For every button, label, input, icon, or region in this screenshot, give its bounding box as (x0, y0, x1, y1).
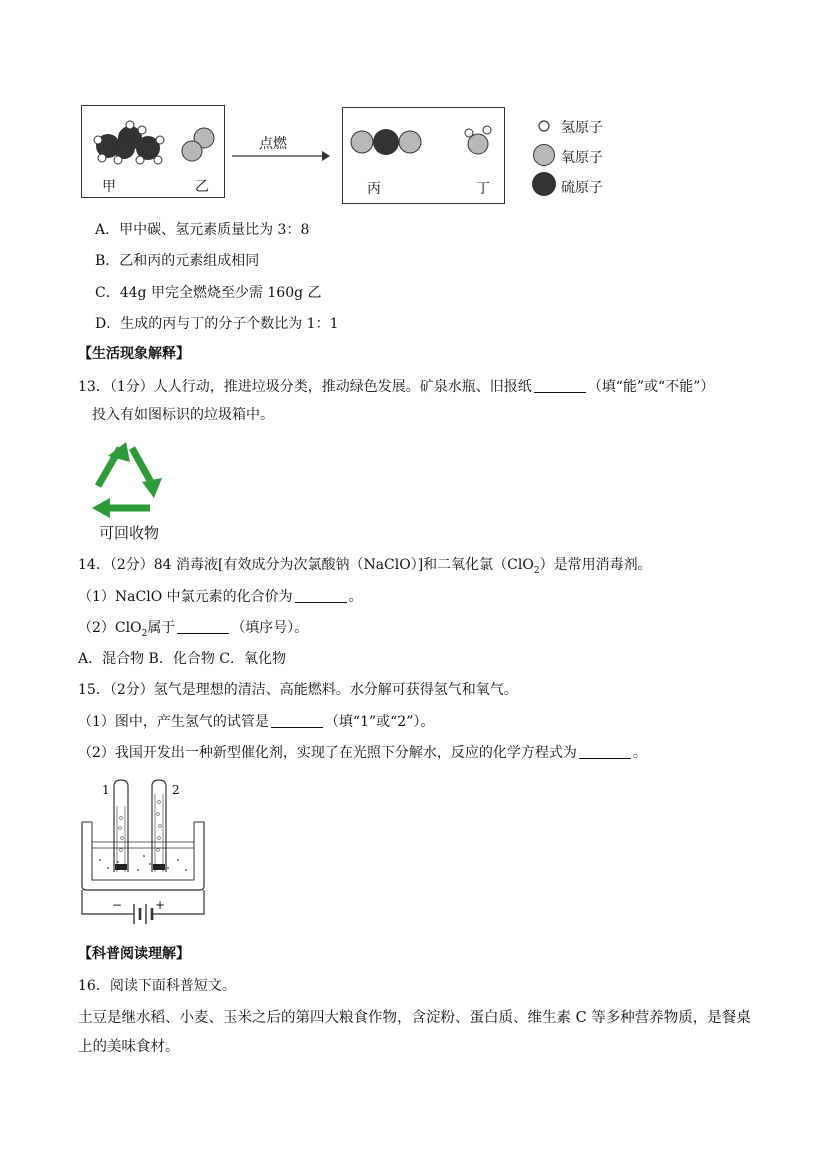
recycle-label: 可回收物 (99, 524, 160, 542)
legend-oxygen-label: 氧原子 (561, 150, 603, 166)
product-label-ding: 丁 (476, 181, 490, 197)
q13-line-2: 投入有如图标识的垃圾箱中。 (92, 407, 274, 423)
q15-part-2: （2）我国开发出一种新型催化剂，实现了在光照下分解水，反应的化学方程式为 。 (78, 745, 647, 761)
section-heading-life: 【生活现象解释】 (78, 346, 190, 362)
q12-option-c: C．44g 甲完全燃烧至少需 160g 乙 (95, 285, 322, 301)
q16-paragraph-line-1: 土豆是继水稻、小麦、玉米之后的第四大粮食作物，含淀粉、蛋白质、维生素 C 等多种营养物质，是餐桌 (78, 1010, 751, 1026)
section-heading-science: 【科普阅读理解】 (78, 946, 190, 962)
reactant-label-yi: 乙 (195, 179, 209, 195)
q14-options: A．混合物 B．化合物 C．氧化物 (78, 651, 287, 667)
tube-2-label: 2 (172, 783, 180, 797)
q16-stem: 16．阅读下面科普短文。 (78, 978, 236, 994)
q15-part-1-blank[interactable] (271, 713, 323, 728)
electrolysis-apparatus-icon (78, 778, 208, 924)
q15-stem: 15．（2分）氢气是理想的清洁、高能燃料。水分解可获得氢气和氧气。 (78, 682, 518, 698)
q14-part-2: （2）ClO$_2$属于 （填序号）。 (78, 620, 309, 639)
battery-minus-label: − (112, 898, 123, 912)
water-molecule-icon (463, 124, 497, 158)
q14-part-1: （1）NaClO 中氯元素的化合价为 。 (78, 589, 363, 605)
reaction-arrow-icon (232, 150, 330, 162)
q14-part-2-blank[interactable] (177, 619, 229, 634)
legend-sulfur-label: 硫原子 (561, 180, 603, 196)
sulfur-dioxide-molecule-icon (349, 126, 423, 158)
arrow-label: 点燃 (259, 136, 287, 152)
reactant-box (81, 105, 225, 198)
q15-part-1: （1）图中，产生氢气的试管是 （填“1”或“2”）。 (78, 714, 435, 730)
q12-option-a: A．甲中碳、氢元素质量比为 3：8 (95, 222, 310, 238)
reactant-label-jia: 甲 (102, 179, 116, 195)
q12-option-d: D．生成的丙与丁的分子个数比为 1：1 (95, 316, 339, 332)
product-box (342, 107, 505, 204)
q13-answer-blank[interactable] (534, 378, 586, 393)
sulfur-atom-icon (531, 171, 557, 197)
product-label-bing: 丙 (367, 181, 381, 197)
q14-part-1-blank[interactable] (295, 588, 347, 603)
tube-1-label: 1 (102, 783, 110, 797)
legend-hydrogen-label: 氢原子 (561, 120, 603, 136)
hydrogen-atom-icon (537, 119, 551, 133)
oxygen-molecule-icon (178, 126, 218, 166)
q16-paragraph-line-2: 上的美味食材。 (78, 1039, 180, 1055)
methane-like-molecule-icon (88, 118, 168, 166)
q13-line-1: 13．（1分）人人行动，推进垃圾分类，推动绿色发展。矿泉水瓶、旧报纸 （填“能”或“不能”） (78, 379, 715, 395)
q15-part-2-blank[interactable] (579, 744, 631, 759)
battery-plus-label: + (155, 898, 166, 912)
q14-stem: 14．（2分）84 消毒液[有效成分为次氯酸钠（NaClO）]和二氧化氯（ClO$_2$）是常用消毒剂。 (78, 557, 652, 576)
q12-option-b: B．乙和丙的元素组成相同 (95, 253, 260, 269)
oxygen-atom-icon (532, 143, 556, 167)
recycle-icon (80, 438, 172, 522)
